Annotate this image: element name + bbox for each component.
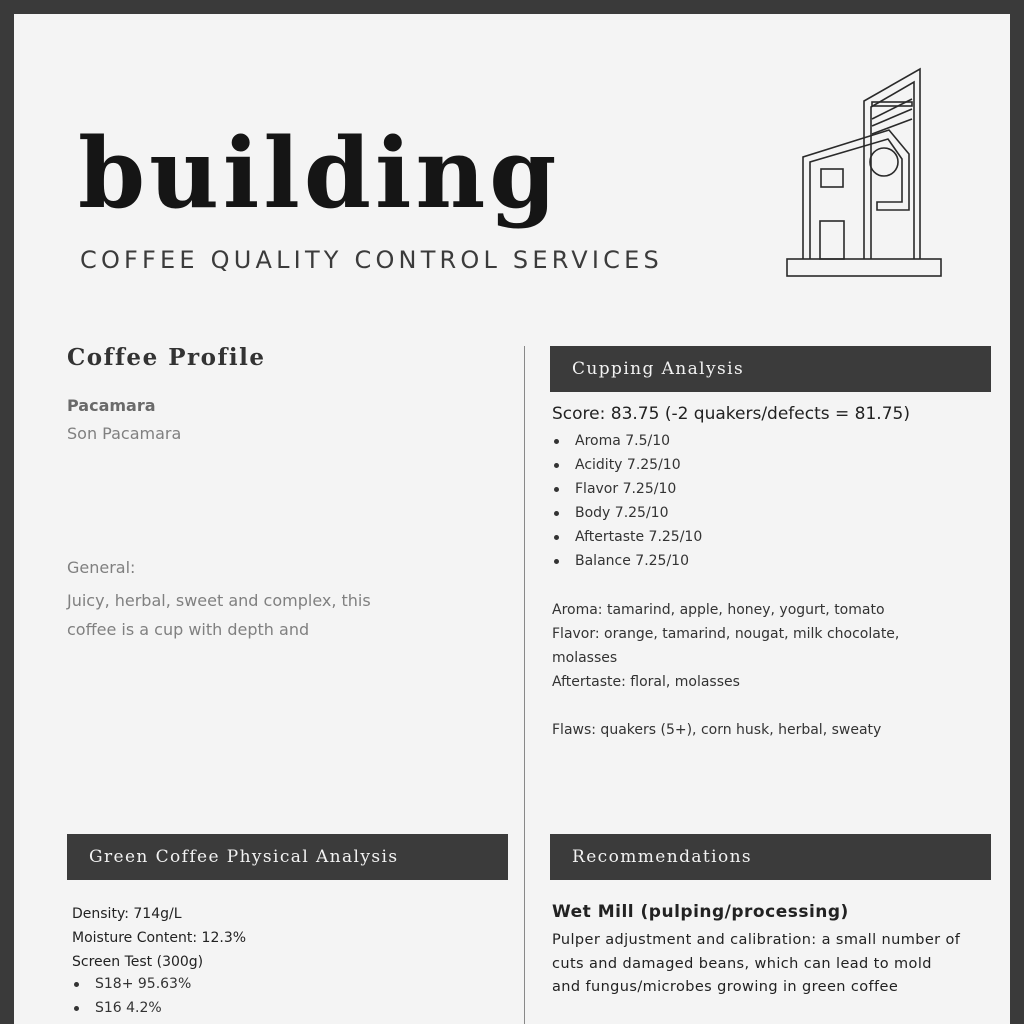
cupping-analysis-header: Cupping Analysis <box>550 346 991 392</box>
coffee-name: Son Pacamara <box>67 424 182 443</box>
recommendations-header: Recommendations <box>550 834 991 880</box>
cupping-notes <box>552 598 952 742</box>
green-analysis-header: Green Coffee Physical Analysis <box>67 834 508 880</box>
brand-subtitle: COFFEE QUALITY CONTROL SERVICES <box>80 246 663 274</box>
coffee-variety: Pacamara <box>67 396 156 415</box>
list-item: Acidity 7.25/10 <box>552 453 702 477</box>
recommendation-text: Pulper adjustment and calibration: a small number of cuts and damaged beans, which can lead to mold and fungus/microbes growing in green coffee <box>552 932 961 995</box>
flavor-notes: Flavor: orange, tamarind, nougat, milk chocolate, molasses <box>552 626 900 666</box>
coffee-profile-title: Coffee Profile <box>67 344 266 371</box>
document-page <box>14 14 1010 1024</box>
screen-test-label: Screen Test (300g) <box>72 954 204 970</box>
list-item: Body 7.25/10 <box>552 501 702 525</box>
cupping-attributes-list <box>552 429 702 573</box>
moisture-value: Moisture Content: 12.3% <box>72 930 247 946</box>
score-label: Score: <box>552 404 606 424</box>
list-item: Aroma 7.5/10 <box>552 429 702 453</box>
score-line <box>552 404 910 424</box>
list-item: Flavor 7.25/10 <box>552 477 702 501</box>
recommendation-subtitle: Wet Mill (pulping/processing) <box>552 902 849 922</box>
green-analysis-details <box>72 902 246 974</box>
flaws-notes: Flaws: quakers (5+), corn husk, herbal, sweaty <box>552 722 882 738</box>
density-value: Density: 714g/L <box>72 906 182 922</box>
score-value: 83.75 (-2 quakers/defects = 81.75) <box>610 404 910 424</box>
list-item: Aftertaste 7.25/10 <box>552 525 702 549</box>
screen-test-list <box>72 972 191 1020</box>
list-item: Balance 7.25/10 <box>552 549 702 573</box>
building-icon <box>784 64 944 280</box>
column-divider <box>524 346 525 1024</box>
general-label: General: <box>67 558 136 577</box>
aroma-notes: Aroma: tamarind, apple, honey, yogurt, tomato <box>552 602 885 618</box>
brand-title: building <box>78 117 561 230</box>
general-description: Juicy, herbal, sweet and complex, this coffee is a cup with depth and <box>67 591 371 639</box>
aftertaste-notes: Aftertaste: floral, molasses <box>552 674 740 690</box>
list-item: S16 4.2% <box>72 996 191 1020</box>
list-item: S18+ 95.63% <box>72 972 191 996</box>
